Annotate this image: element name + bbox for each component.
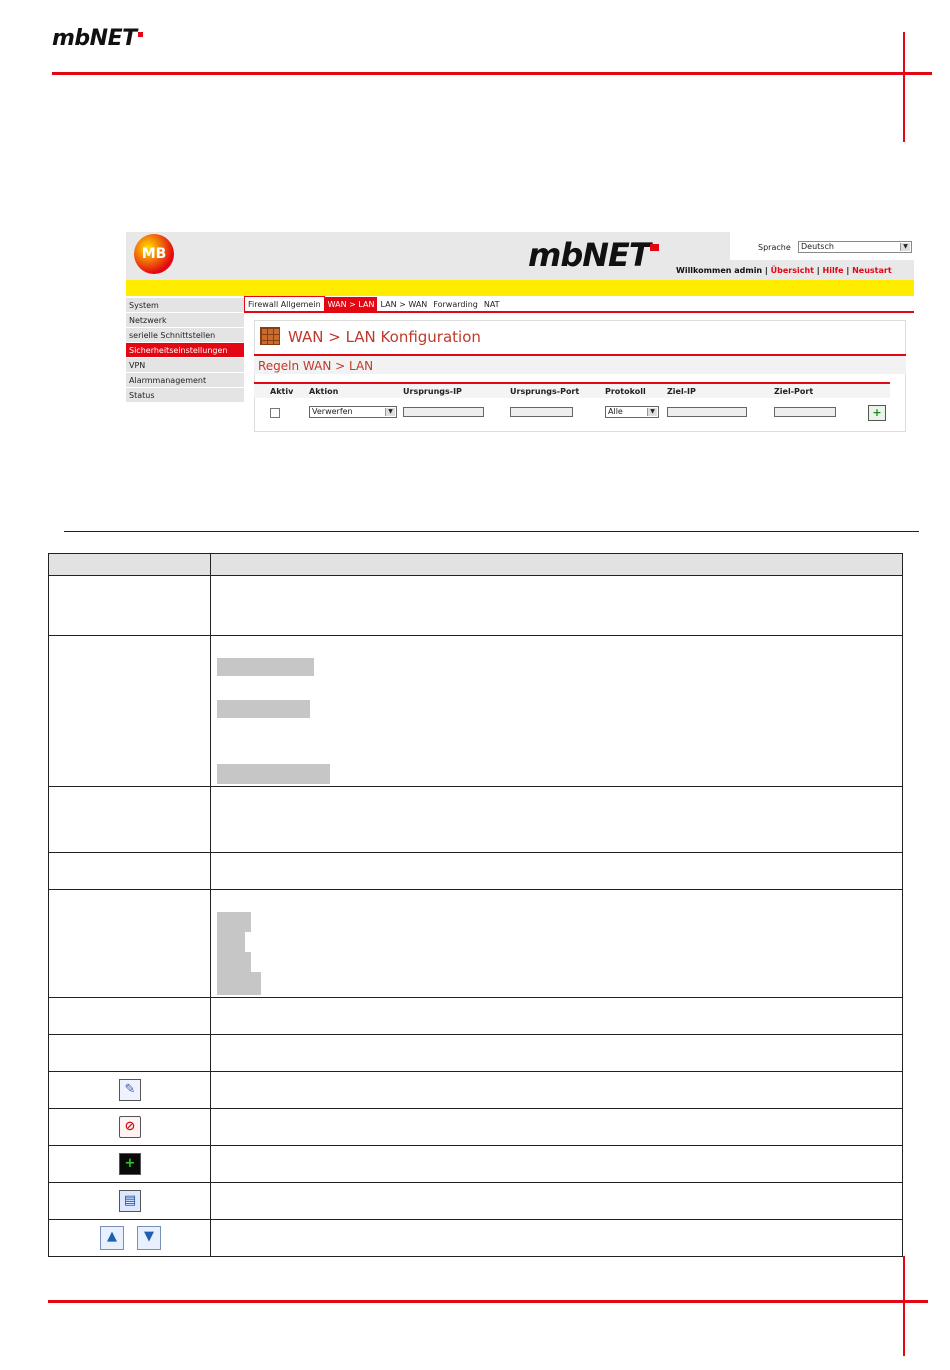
table-row — [49, 890, 902, 998]
tab-nat[interactable]: NAT — [483, 300, 500, 309]
redacted-text-block — [217, 912, 251, 932]
parameter-table — [48, 553, 903, 1257]
redacted-text-block — [217, 932, 245, 952]
welcome-text: Willkommen admin — [676, 266, 763, 275]
header-divider — [52, 72, 932, 75]
edit-icon: ✎ — [119, 1079, 141, 1101]
embedded-screenshot — [126, 232, 914, 444]
table-header — [49, 554, 902, 576]
sidebar-item-sicherheit[interactable]: Sicherheitseinstellungen — [126, 343, 244, 358]
section-separator — [64, 531, 919, 532]
chevron-down-icon: ▼ — [900, 243, 910, 251]
link-uebersicht[interactable]: Übersicht — [770, 266, 814, 275]
rule-input-row — [254, 402, 890, 422]
col-aktion: Aktion — [309, 387, 339, 396]
language-select[interactable]: Deutsch ▼ — [798, 241, 912, 253]
mb-badge: MB — [134, 234, 174, 274]
redacted-text-block — [217, 764, 330, 784]
col-ziel-ip: Ziel-IP — [667, 387, 696, 396]
rules-table-header — [254, 382, 890, 398]
chevron-down-icon: ▼ — [385, 408, 395, 416]
move-up-icon: ▲ — [100, 1226, 124, 1250]
tab-lan-wan[interactable]: LAN > WAN — [380, 300, 428, 309]
move-down-icon: ▼ — [137, 1226, 161, 1250]
header-side-rule — [903, 32, 905, 142]
table-row — [49, 1146, 902, 1183]
col-ursprungs-ip: Ursprungs-IP — [403, 387, 462, 396]
save-icon: ▤ — [119, 1190, 141, 1212]
table-row — [49, 998, 902, 1035]
table-row — [49, 1109, 902, 1146]
tab-forwarding[interactable]: Forwarding — [433, 300, 478, 309]
section-title: Regeln WAN > LAN — [258, 359, 374, 373]
ursprungs-port-input[interactable] — [510, 407, 573, 417]
col-aktiv: Aktiv — [270, 387, 294, 396]
link-neustart[interactable]: Neustart — [852, 266, 892, 275]
table-row — [49, 1220, 902, 1256]
redacted-text-block — [217, 972, 261, 995]
sidebar-item-serielle[interactable]: serielle Schnittstellen — [126, 328, 244, 343]
table-column-divider — [210, 554, 211, 1256]
tab-wan-lan[interactable]: WAN > LAN — [325, 297, 378, 313]
ursprungs-ip-input[interactable] — [403, 407, 484, 417]
protokoll-select[interactable]: Alle ▼ — [605, 406, 659, 418]
ziel-ip-input[interactable] — [667, 407, 747, 417]
link-hilfe[interactable]: Hilfe — [822, 266, 844, 275]
add-rule-icon[interactable]: + — [868, 405, 886, 421]
firewall-icon — [260, 327, 280, 345]
col-ursprungs-port: Ursprungs-Port — [510, 387, 580, 396]
welcome-bar: Willkommen admin | Übersicht | Hilfe | Neustart — [676, 266, 892, 275]
col-protokoll: Protokoll — [605, 387, 646, 396]
sidebar-item-system[interactable]: System — [126, 298, 244, 313]
yellow-bar — [126, 280, 914, 296]
add-icon: + — [119, 1153, 141, 1175]
redacted-text-block — [217, 700, 310, 718]
footer-side-rule — [903, 1256, 905, 1356]
sidebar-item-vpn[interactable]: VPN — [126, 358, 244, 373]
document-logo: mbNET — [52, 26, 143, 51]
language-label: Sprache — [758, 243, 791, 252]
sidebar — [126, 298, 244, 403]
table-row — [49, 1072, 902, 1109]
redacted-text-block — [217, 952, 251, 972]
footer-divider — [48, 1300, 928, 1303]
sidebar-item-alarm[interactable]: Alarmmanagement — [126, 373, 244, 388]
tab-bar — [244, 296, 914, 312]
table-row — [49, 1183, 902, 1220]
ziel-port-input[interactable] — [774, 407, 836, 417]
page-title: WAN > LAN Konfiguration — [288, 328, 481, 346]
app-logo: mbNET — [528, 236, 659, 274]
sidebar-item-status[interactable]: Status — [126, 388, 244, 403]
tab-firewall-allgemein[interactable]: Firewall Allgemein — [244, 296, 325, 313]
table-row — [49, 1035, 902, 1072]
redacted-text-block — [217, 658, 314, 676]
aktiv-checkbox[interactable] — [270, 408, 280, 418]
col-ziel-port: Ziel-Port — [774, 387, 814, 396]
table-row — [49, 636, 902, 787]
delete-icon: ⊘ — [119, 1116, 141, 1138]
table-row — [49, 787, 902, 853]
aktion-select[interactable]: Verwerfen ▼ — [309, 406, 397, 418]
chevron-down-icon: ▼ — [647, 408, 657, 416]
tab-underline — [244, 311, 914, 313]
table-row — [49, 853, 902, 890]
sidebar-item-netzwerk[interactable]: Netzwerk — [126, 313, 244, 328]
table-row — [49, 576, 902, 636]
